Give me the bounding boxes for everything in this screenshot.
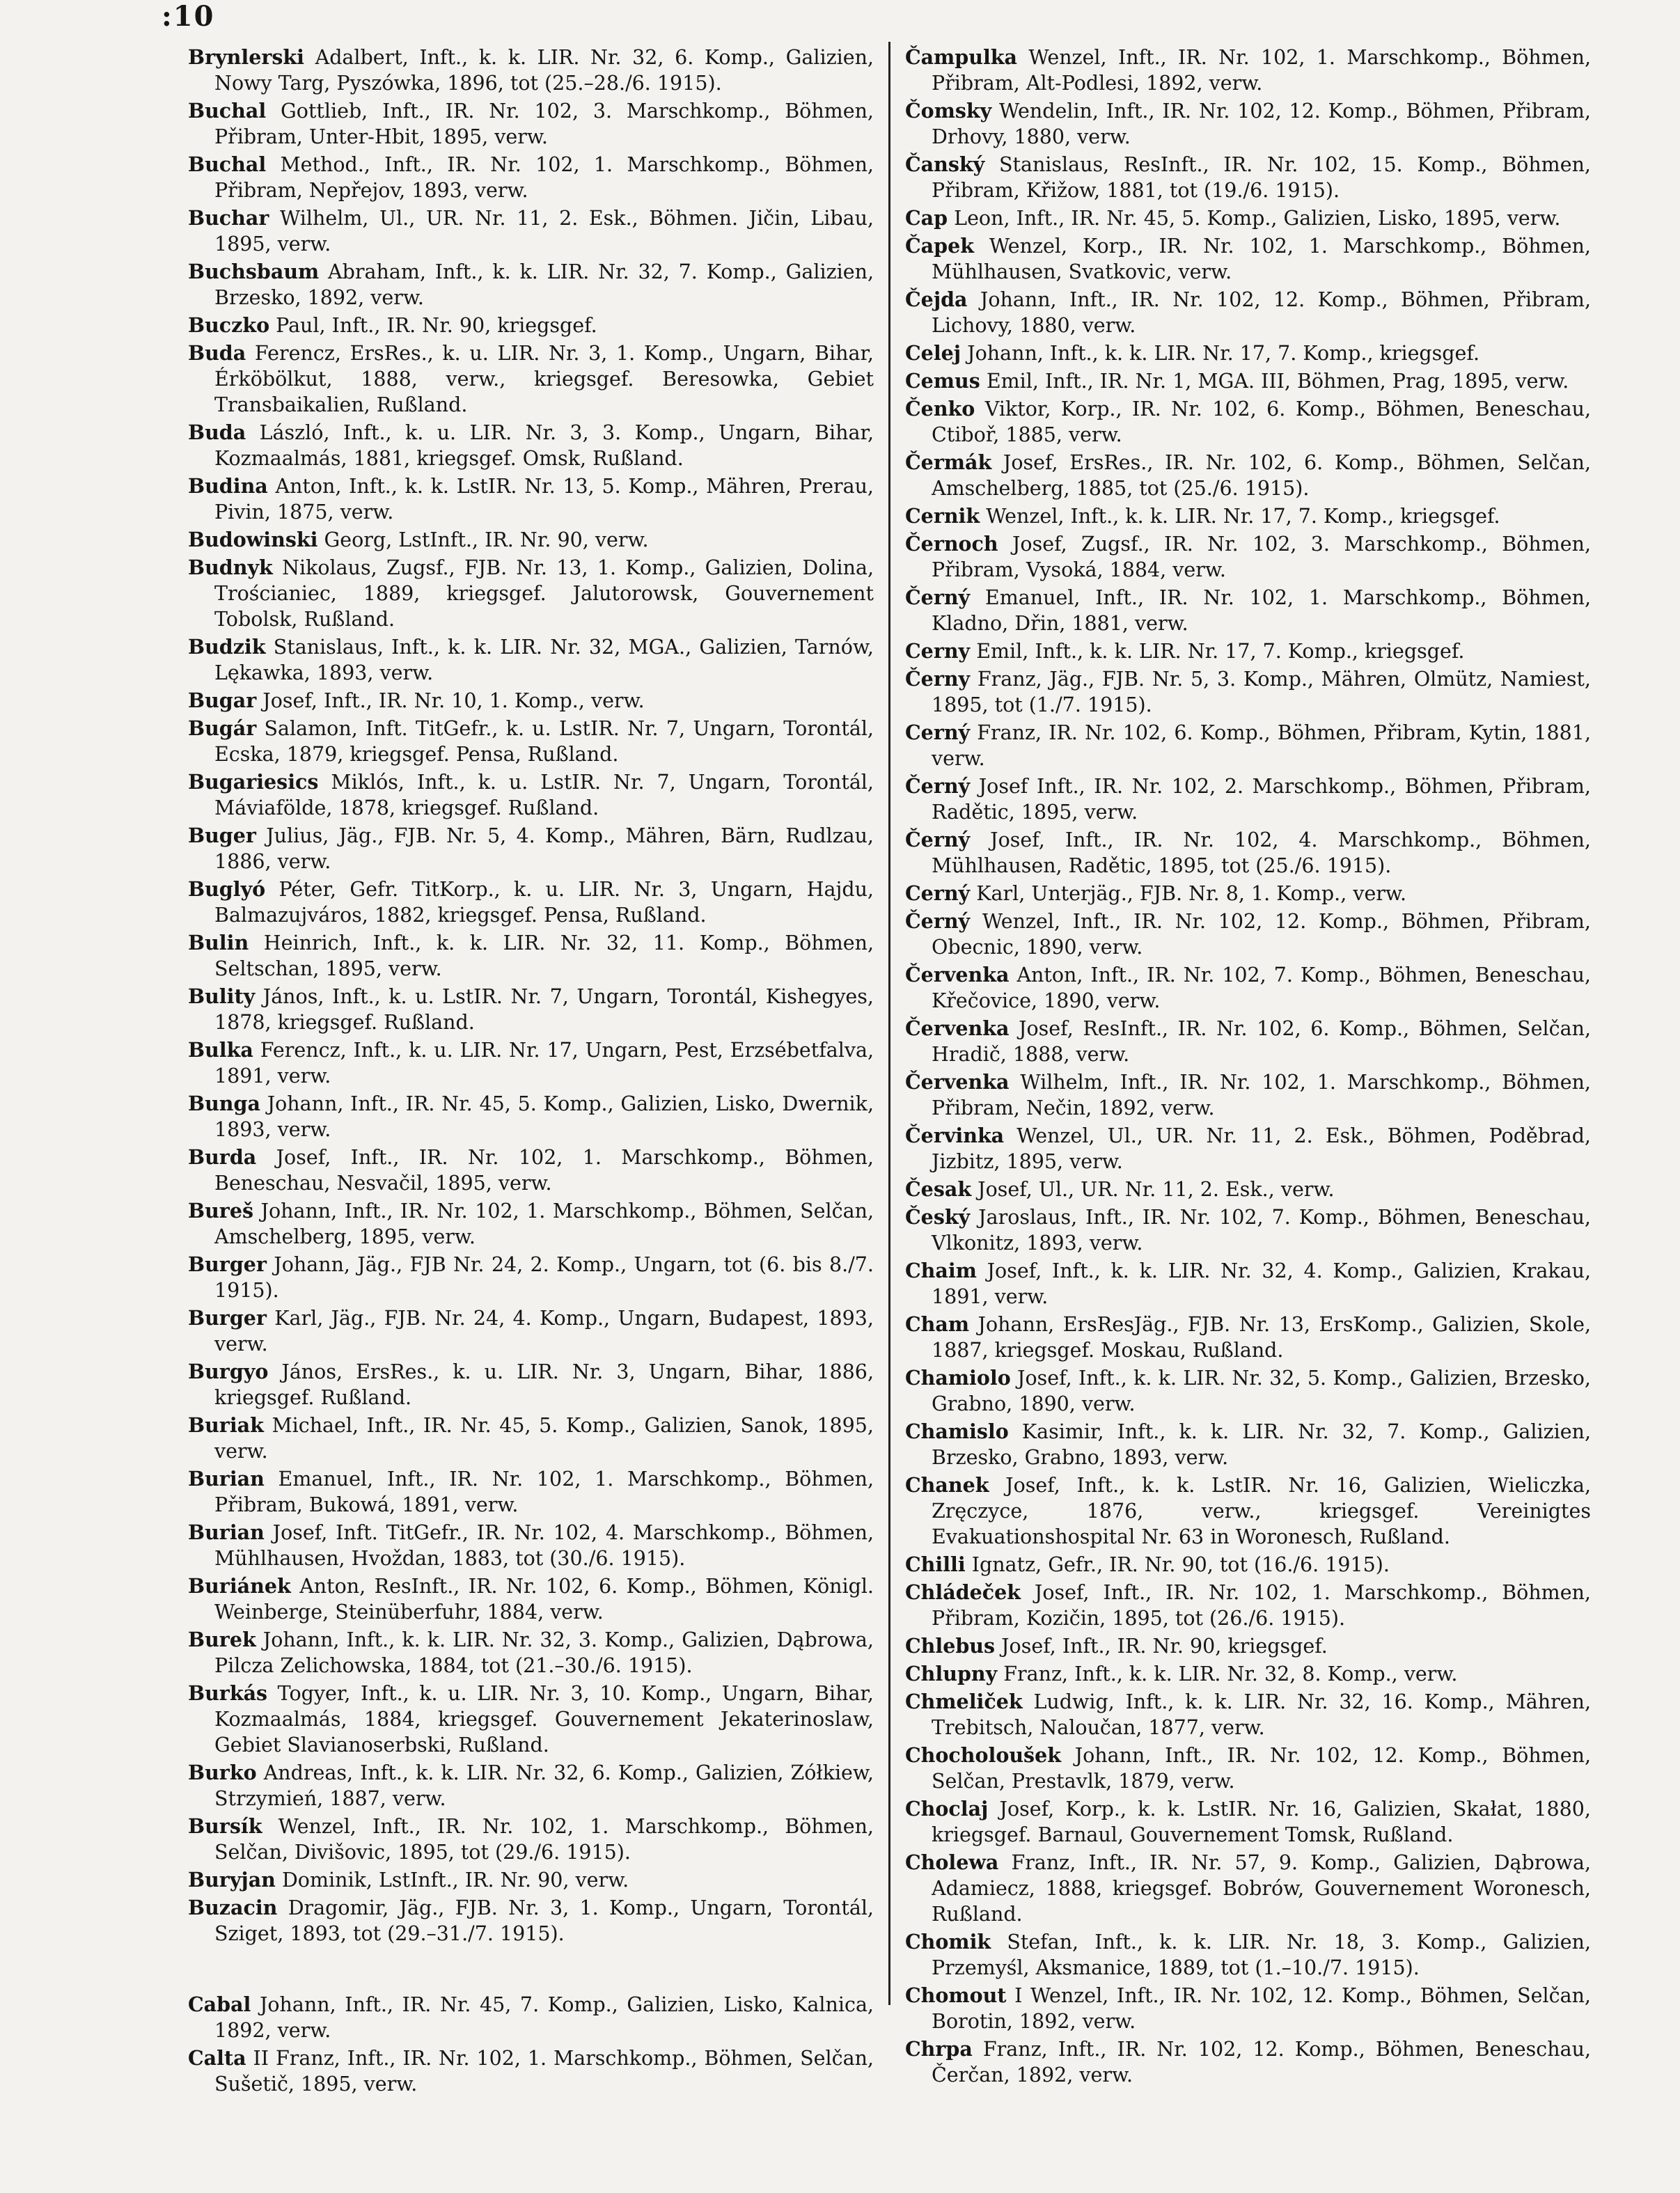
casualty-entry — [188, 555, 874, 632]
casualty-entry — [905, 666, 1591, 718]
casualty-entry — [905, 638, 1591, 664]
entry-details: Paul, Inft., IR. Nr. 90, kriegsgef. — [276, 314, 597, 337]
entry-surname: Cholewa — [905, 1850, 999, 1874]
entry-surname: Cham — [905, 1312, 970, 1336]
casualty-entry — [905, 962, 1591, 1014]
column-divider — [888, 42, 890, 2005]
entry-surname: Celej — [905, 341, 961, 365]
entry-surname: Čermák — [905, 450, 992, 474]
casualty-entry — [905, 1204, 1591, 1256]
entry-details: Dominik, LstInft., IR. Nr. 90, verw. — [281, 1869, 629, 1892]
entry-details: Josef, Inft., IR. Nr. 10, 1. Komp., verw. — [262, 689, 645, 712]
casualty-entry — [905, 98, 1591, 150]
entry-details: Togyer, Inft., k. u. LIR. Nr. 3, 10. Komp., Ungarn, Bihar, Kozmaalmás, 1884, kriegsgef. Gouvernement Jekaterinoslaw, Gebiet Slavianoserbski, Rußland. — [214, 1682, 874, 1756]
entry-details: Michael, Inft., IR. Nr. 45, 5. Komp., Galizien, Sanok, 1895, verw. — [214, 1414, 874, 1463]
casualty-entry — [905, 287, 1591, 338]
entry-surname: Chilli — [905, 1553, 966, 1576]
entry-surname: Buriak — [188, 1413, 264, 1437]
casualty-entry — [905, 1177, 1591, 1202]
entry-details: Ignatz, Gefr., IR. Nr. 90, tot (16./6. 1915). — [971, 1553, 1390, 1576]
entry-surname: Chlebus — [905, 1634, 996, 1658]
entry-surname: Chaim — [905, 1259, 977, 1282]
casualty-entry — [188, 1520, 874, 1571]
entry-surname: Burian — [188, 1467, 265, 1491]
entry-details: Kasimir, Inft., k. k. LIR. Nr. 32, 7. Komp., Galizien, Brzesko, Grabno, 1893, verw. — [932, 1420, 1592, 1469]
entry-details: II Franz, Inft., IR. Nr. 102, 1. Marschkomp., Böhmen, Selčan, Sušetič, 1895, verw. — [214, 2047, 874, 2096]
entry-surname: Chrpa — [905, 2037, 973, 2061]
entry-surname: Burek — [188, 1628, 256, 1651]
entry-surname: Cerny — [905, 639, 971, 663]
entry-details: Viktor, Korp., IR. Nr. 102, 6. Komp., Böhmen, Beneschau, Ctiboř, 1885, verw. — [932, 398, 1592, 446]
entry-surname: Chládeček — [905, 1580, 1021, 1604]
casualty-entry — [905, 1312, 1591, 1363]
entry-surname: Červinka — [905, 1124, 1005, 1147]
entry-surname: Bunga — [188, 1092, 260, 1115]
entry-surname: Bugár — [188, 716, 257, 740]
entry-surname: Černý — [905, 585, 971, 609]
entry-details: Johann, ErsResJäg., FJB. Nr. 13, ErsKomp., Galizien, Skole, 1887, kriegsgef. Moskau, Rußland. — [932, 1313, 1591, 1362]
entry-surname: Buchsbaum — [188, 260, 320, 283]
entry-surname: Čomsky — [905, 99, 992, 123]
casualty-entry — [905, 1552, 1591, 1578]
entry-surname: Černý — [905, 774, 971, 798]
entry-details: Josef Inft., IR. Nr. 102, 2. Marschkomp., Böhmen, Přibram, Radětic, 1895, verw. — [932, 775, 1591, 824]
entry-details: Stanislaus, Inft., k. k. LIR. Nr. 32, MGA., Galizien, Tarnów, Lękawka, 1893, verw. — [214, 636, 874, 684]
section-gap — [188, 1949, 874, 1992]
casualty-entry — [188, 688, 874, 714]
casualty-entry — [905, 450, 1591, 501]
entry-surname: Burgyo — [188, 1360, 269, 1383]
casualty-entry — [188, 98, 874, 150]
entry-details: Anton, Inft., IR. Nr. 102, 7. Komp., Böhmen, Beneschau, Křečovice, 1890, verw. — [932, 964, 1591, 1012]
casualty-entry — [905, 1743, 1591, 1794]
casualty-entry — [188, 45, 874, 96]
casualty-entry — [905, 720, 1591, 771]
page-number: :10 — [162, 0, 215, 33]
entry-details: Emanuel, Inft., IR. Nr. 102, 1. Marschkomp., Böhmen, Kladno, Dřin, 1881, verw. — [932, 586, 1592, 635]
entry-surname: Chamislo — [905, 1420, 1009, 1443]
entry-surname: Cemus — [905, 369, 980, 393]
right-column — [905, 45, 1591, 2090]
entry-surname: Chmeliček — [905, 1690, 1023, 1713]
entry-details: Johann, Inft., IR. Nr. 102, 1. Marschkomp., Böhmen, Selčan, Amschelberg, 1895, verw. — [214, 1200, 874, 1248]
entry-details: Stanislaus, ResInft., IR. Nr. 102, 15. Komp., Böhmen, Přibram, Křižow, 1881, tot (19./6. 1915). — [932, 153, 1591, 202]
casualty-entry — [188, 1573, 874, 1625]
entry-surname: Bugariesics — [188, 770, 319, 794]
entry-surname: Buchal — [188, 152, 267, 176]
casualty-entry — [188, 1198, 874, 1250]
entry-surname: Cerný — [905, 721, 971, 744]
entry-surname: Burda — [188, 1145, 257, 1169]
entry-details: Josef, Korp., k. k. LstIR. Nr. 16, Galizien, Skałat, 1880, kriegsgef. Barnaul, Gouvernement Tomsk, Rußland. — [932, 1798, 1591, 1846]
entry-surname: Chanek — [905, 1473, 989, 1497]
entry-surname: Bulka — [188, 1038, 253, 1062]
entry-surname: Červenka — [905, 963, 1010, 987]
casualty-entry — [905, 1633, 1591, 1659]
entry-details: Johann, Jäg., FJB Nr. 24, 2. Komp., Ungarn, tot (6. bis 8./7. 1915). — [214, 1253, 874, 1302]
casualty-entry — [905, 233, 1591, 285]
entry-surname: Chocholoušek — [905, 1743, 1061, 1767]
casualty-entry — [905, 1796, 1591, 1848]
entry-details: Johann, Inft., k. k. LIR. Nr. 32, 3. Komp., Galizien, Dąbrowa, Pilcza Zelichowska, 1884, tot (21.–30./6. 1915). — [214, 1628, 874, 1677]
casualty-entry — [905, 368, 1591, 394]
entry-details: Wenzel, Inft., IR. Nr. 102, 1. Marschkomp., Böhmen, Selčan, Divišovic, 1895, tot (29./6. 1915). — [214, 1815, 874, 1864]
entry-surname: Cerný — [905, 881, 971, 905]
casualty-entry — [188, 716, 874, 767]
entry-surname: Choclaj — [905, 1797, 989, 1821]
entry-surname: Burger — [188, 1252, 267, 1276]
entry-details: Andreas, Inft., k. k. LIR. Nr. 32, 6. Komp., Galizien, Zółkiew, Strzymień, 1887, verw. — [214, 1761, 874, 1810]
casualty-entry — [905, 1689, 1591, 1740]
left-column — [188, 45, 874, 2099]
entry-details: Jaroslaus, Inft., IR. Nr. 102, 7. Komp., Böhmen, Beneschau, Vlkonitz, 1893, verw. — [932, 1206, 1591, 1255]
entry-surname: Buzacin — [188, 1896, 278, 1919]
entry-details: János, ErsRes., k. u. LIR. Nr. 3, Ungarn, Bihar, 1886, kriegsgef. Rußland. — [214, 1360, 874, 1409]
entry-surname: Buger — [188, 824, 256, 847]
entry-surname: Bursík — [188, 1814, 262, 1838]
entry-surname: Burko — [188, 1761, 257, 1784]
entry-details: Josef, Inft., k. k. LstIR. Nr. 16, Galizien, Wieliczka, Zręczyce, 1876, verw., kriegsgef. Vereinigtes Evakuationshospital Nr. 63 in Woronesch, Rußland. — [932, 1474, 1591, 1548]
entry-details: Wenzel, Korp., IR. Nr. 102, 1. Marschkomp., Böhmen, Mühlhausen, Svatkovic, verw. — [932, 235, 1591, 283]
entry-surname: Brynlerski — [188, 45, 304, 69]
casualty-entry — [905, 1929, 1591, 1981]
entry-details: Emil, Inft., IR. Nr. 1, MGA. III, Böhmen, Prag, 1895, verw. — [986, 370, 1569, 393]
casualty-entry — [905, 1472, 1591, 1550]
entry-surname: Čenko — [905, 397, 975, 420]
casualty-entry — [188, 634, 874, 686]
entry-details: Heinrich, Inft., k. k. LIR. Nr. 32, 11. Komp., Böhmen, Seltschan, 1895, verw. — [214, 932, 874, 980]
entry-details: Josef, Inft., k. k. LIR. Nr. 32, 4. Komp., Galizien, Krakau, 1891, verw. — [932, 1259, 1591, 1308]
casualty-entry — [188, 1814, 874, 1865]
entry-surname: Chomout — [905, 1983, 1007, 2007]
casualty-entry — [188, 1681, 874, 1758]
entry-details: Ludwig, Inft., k. k. LIR. Nr. 32, 16. Komp., Mähren, Trebitsch, Naloučan, 1877, verw. — [932, 1690, 1592, 1739]
entry-surname: Burger — [188, 1306, 267, 1330]
entry-details: Ferencz, ErsRes., k. u. LIR. Nr. 3, 1. Komp., Ungarn, Bihar, Érköbölkut, 1888, verw., kriegsgef. Beresowka, Gebiet Transbaikalien, Rußland. — [214, 342, 874, 416]
casualty-entry — [188, 1760, 874, 1811]
entry-surname: Cabal — [188, 1992, 251, 2016]
entry-details: Franz, Inft., IR. Nr. 102, 12. Komp., Böhmen, Beneschau, Čerčan, 1892, verw. — [932, 2038, 1591, 2086]
entry-surname: Černý — [905, 909, 971, 933]
casualty-entry — [188, 313, 874, 338]
casualty-entry — [905, 773, 1591, 825]
entry-surname: Bulity — [188, 984, 256, 1008]
entry-details: Johann, Inft., k. k. LIR. Nr. 17, 7. Komp., kriegsgef. — [967, 342, 1480, 365]
entry-surname: Burkás — [188, 1681, 268, 1705]
casualty-entry — [905, 340, 1591, 366]
entry-details: Wenzel, Inft., IR. Nr. 102, 12. Komp., Böhmen, Přibram, Obecnic, 1890, verw. — [932, 910, 1591, 959]
casualty-entry — [905, 1123, 1591, 1174]
casualty-entry — [905, 1258, 1591, 1310]
entry-details: Wenzel, Inft., IR. Nr. 102, 1. Marschkomp., Böhmen, Přibram, Alt-Podlesi, 1892, verw. — [932, 46, 1591, 95]
entry-details: Johann, Inft., IR. Nr. 102, 12. Komp., Böhmen, Přibram, Lichovy, 1880, verw. — [932, 288, 1591, 337]
casualty-entry — [905, 1983, 1591, 2034]
entry-details: Georg, LstInft., IR. Nr. 90, verw. — [324, 528, 649, 551]
entry-details: Josef, ResInft., IR. Nr. 102, 6. Komp., Böhmen, Selčan, Hradič, 1888, verw. — [932, 1017, 1591, 1066]
entry-surname: Čanský — [905, 152, 985, 176]
entry-details: Johann, Inft., IR. Nr. 45, 5. Komp., Galizien, Lisko, Dwernik, 1893, verw. — [214, 1092, 874, 1141]
entry-surname: Čampulka — [905, 45, 1017, 69]
entry-details: Wenzel, Ul., UR. Nr. 11, 2. Esk., Böhmen, Poděbrad, Jizbitz, 1895, verw. — [932, 1124, 1591, 1173]
entry-surname: Černy — [905, 667, 971, 691]
casualty-entry — [188, 1466, 874, 1518]
casualty-entry — [905, 396, 1591, 448]
entry-details: Abraham, Inft., k. k. LIR. Nr. 32, 7. Komp., Galizien, Brzesko, 1892, verw. — [214, 260, 874, 309]
entry-surname: Buryjan — [188, 1868, 276, 1892]
casualty-entry — [188, 152, 874, 203]
entry-surname: Buchar — [188, 206, 269, 230]
casualty-entry — [905, 585, 1591, 636]
entry-surname: Budina — [188, 474, 268, 498]
entry-surname: Černoch — [905, 532, 998, 556]
casualty-entry — [905, 152, 1591, 203]
entry-details: Emanuel, Inft., IR. Nr. 102, 1. Marschkomp., Böhmen, Přibram, Bukowá, 1891, verw. — [214, 1468, 874, 1516]
entry-surname: Čejda — [905, 288, 968, 311]
entry-details: Franz, Inft., k. k. LIR. Nr. 32, 8. Komp., verw. — [1003, 1663, 1458, 1685]
entry-surname: Chlupny — [905, 1662, 998, 1685]
casualty-entry — [905, 1069, 1591, 1121]
entry-details: Salamon, Inft. TitGefr., k. u. LstIR. Nr. 7, Ungarn, Torontál, Ecska, 1879, kriegsgef. Pensa, Rußland. — [214, 717, 874, 766]
entry-surname: Budnyk — [188, 556, 273, 579]
entry-details: Method., Inft., IR. Nr. 102, 1. Marschkomp., Böhmen, Přibram, Nepřejov, 1893, verw. — [214, 153, 874, 202]
casualty-entry — [905, 827, 1591, 879]
entry-surname: Červenka — [905, 1070, 1010, 1094]
casualty-entry — [188, 769, 874, 821]
entry-details: Stefan, Inft., k. k. LIR. Nr. 18, 3. Komp., Galizien, Przemyśl, Aksmanice, 1889, tot (1.–10./7. 1915). — [932, 1931, 1592, 1979]
casualty-entry — [188, 1359, 874, 1410]
entry-details: Franz, IR. Nr. 102, 6. Komp., Böhmen, Přibram, Kytin, 1881, verw. — [932, 721, 1592, 770]
entry-surname: Calta — [188, 2046, 246, 2070]
casualty-entry — [188, 1895, 874, 1947]
entry-details: Josef, Inft., IR. Nr. 102, 1. Marschkomp., Böhmen, Beneschau, Nesvačil, 1895, verw. — [214, 1146, 874, 1195]
entry-surname: Chomik — [905, 1930, 991, 1954]
entry-details: Miklós, Inft., k. u. LstIR. Nr. 7, Ungarn, Torontál, Máviafölde, 1878, kriegsgef. Rußland. — [214, 771, 874, 819]
entry-details: Karl, Jäg., FJB. Nr. 24, 4. Komp., Ungarn, Budapest, 1893, verw. — [214, 1307, 874, 1355]
entry-details: Josef, Inft., k. k. LIR. Nr. 32, 5. Komp., Galizien, Brzesko, Grabno, 1890, verw. — [932, 1367, 1591, 1415]
entry-details: Ferencz, Inft., k. u. LIR. Nr. 17, Ungarn, Pest, Erzsébetfalva, 1891, verw. — [214, 1039, 874, 1087]
casualty-entry — [905, 503, 1591, 529]
entry-details: Josef, Inft., IR. Nr. 102, 1. Marschkomp., Böhmen, Přibram, Kozičin, 1895, tot (26./6. 1915). — [932, 1581, 1591, 1630]
casualty-entry — [188, 1037, 874, 1089]
entry-details: Anton, Inft., k. k. LstIR. Nr. 13, 5. Komp., Mähren, Prerau, Pivin, 1875, verw. — [214, 475, 874, 524]
casualty-entry — [188, 1145, 874, 1196]
casualty-entry — [905, 1365, 1591, 1417]
casualty-entry — [188, 1091, 874, 1142]
casualty-entry — [188, 2045, 874, 2097]
entry-details: Karl, Unterjäg., FJB. Nr. 8, 1. Komp., verw. — [976, 882, 1407, 905]
entry-surname: Buriánek — [188, 1574, 291, 1598]
entry-details: Johann, Inft., IR. Nr. 45, 7. Komp., Galizien, Lisko, Kalnica, 1892, verw. — [214, 1993, 874, 2042]
entry-details: Josef, Inft. TitGefr., IR. Nr. 102, 4. Marschkomp., Böhmen, Mühlhausen, Hvoždan, 1883, tot (30./6. 1915). — [214, 1521, 874, 1570]
entry-surname: Bugar — [188, 689, 257, 712]
entry-surname: Buda — [188, 341, 246, 365]
casualty-entry — [188, 527, 874, 553]
entry-details: Josef, Inft., IR. Nr. 102, 4. Marschkomp., Böhmen, Mühlhausen, Radětic, 1895, tot (25./6. 1915). — [932, 828, 1591, 877]
casualty-entry — [188, 930, 874, 982]
casualty-entry — [188, 473, 874, 525]
entry-details: Emil, Inft., k. k. LIR. Nr. 17, 7. Komp., kriegsgef. — [976, 640, 1465, 663]
entry-details: Wenzel, Inft., k. k. LIR. Nr. 17, 7. Komp., kriegsgef. — [986, 505, 1500, 528]
entry-details: Josef, Zugsf., IR. Nr. 102, 3. Marschkomp., Böhmen, Přibram, Vysoká, 1884, verw. — [932, 533, 1592, 581]
entry-surname: Chamiolo — [905, 1366, 1011, 1390]
casualty-entry — [188, 1413, 874, 1464]
casualty-entry — [188, 1627, 874, 1679]
entry-details: Johann, Inft., IR. Nr. 102, 12. Komp., Böhmen, Selčan, Prestavlk, 1879, verw. — [932, 1744, 1591, 1793]
entry-details: Josef, ErsRes., IR. Nr. 102, 6. Komp., Böhmen, Selčan, Amschelberg, 1885, tot (25./6. 1915). — [932, 451, 1592, 500]
entry-surname: Buczko — [188, 313, 270, 337]
casualty-entry — [188, 1867, 874, 1893]
casualty-entry — [905, 1016, 1591, 1067]
entry-details: Dragomir, Jäg., FJB. Nr. 3, 1. Komp., Ungarn, Torontál, Sziget, 1893, tot (29.–31./7. 1915). — [214, 1896, 874, 1945]
entry-surname: Buchal — [188, 99, 267, 123]
casualty-entry — [188, 1252, 874, 1303]
entry-surname: Budzik — [188, 635, 266, 659]
casualty-entry — [905, 2036, 1591, 2088]
entry-surname: Cap — [905, 206, 948, 230]
casualty-entry — [905, 45, 1591, 96]
entry-surname: Cernik — [905, 504, 980, 528]
entry-surname: Český — [905, 1205, 971, 1229]
entry-surname: Červenka — [905, 1016, 1010, 1040]
entry-details: Anton, ResInft., IR. Nr. 102, 6. Komp., Böhmen, Königl. Weinberge, Steinüberfuhr, 1884, verw. — [214, 1575, 874, 1624]
entry-details: János, Inft., k. u. LstIR. Nr. 7, Ungarn, Torontál, Kishegyes, 1878, kriegsgef. Rußland. — [214, 985, 874, 1034]
entry-details: Wendelin, Inft., IR. Nr. 102, 12. Komp., Böhmen, Přibram, Drhovy, 1880, verw. — [932, 100, 1591, 148]
casualty-entry — [188, 1992, 874, 2043]
entry-details: Julius, Jäg., FJB. Nr. 5, 4. Komp., Mähren, Bärn, Rudlzau, 1886, verw. — [214, 824, 874, 873]
casualty-entry — [188, 259, 874, 311]
casualty-entry — [188, 340, 874, 418]
entry-details: László, Inft., k. u. LIR. Nr. 3, 3. Komp., Ungarn, Bihar, Kozmaalmás, 1881, kriegsgef. Omsk, Rußland. — [214, 421, 874, 470]
casualty-entry — [905, 1850, 1591, 1927]
entry-surname: Buda — [188, 420, 246, 444]
casualty-entry — [905, 1419, 1591, 1470]
casualty-entry — [188, 420, 874, 471]
entry-details: I Wenzel, Inft., IR. Nr. 102, 12. Komp., Böhmen, Selčan, Borotin, 1892, verw. — [932, 1984, 1591, 2033]
casualty-entry — [905, 531, 1591, 583]
casualty-entry — [905, 881, 1591, 906]
casualty-entry — [905, 1661, 1591, 1687]
entry-details: Nikolaus, Zugsf., FJB. Nr. 13, 1. Komp., Galizien, Dolina, Trościaniec, 1889, kriegsgef. Jalutorowsk, Gouvernement Tobolsk, Rußland. — [214, 556, 874, 631]
entry-surname: Bureš — [188, 1199, 254, 1223]
entry-details: Wilhelm, Inft., IR. Nr. 102, 1. Marschkomp., Böhmen, Přibram, Nečin, 1892, verw. — [932, 1071, 1591, 1119]
casualty-entry — [188, 877, 874, 928]
casualty-entry — [188, 205, 874, 257]
entry-details: Gottlieb, Inft., IR. Nr. 102, 3. Marschkomp., Böhmen, Přibram, Unter-Hbit, 1895, verw. — [214, 100, 874, 148]
entry-details: Josef, Ul., UR. Nr. 11, 2. Esk., verw. — [978, 1178, 1335, 1201]
entry-details: Leon, Inft., IR. Nr. 45, 5. Komp., Galizien, Lisko, 1895, verw. — [954, 207, 1561, 230]
entry-surname: Česak — [905, 1177, 972, 1201]
entry-details: Adalbert, Inft., k. k. LIR. Nr. 32, 6. Komp., Galizien, Nowy Targ, Pyszówka, 1896, tot (25.–28./6. 1915). — [214, 46, 874, 95]
entry-surname: Buglyó — [188, 877, 266, 901]
casualty-entry — [905, 909, 1591, 960]
entry-details: Josef, Inft., IR. Nr. 90, kriegsgef. — [1001, 1635, 1328, 1658]
entry-surname: Burian — [188, 1520, 265, 1544]
entry-surname: Bulin — [188, 931, 249, 954]
casualty-entry — [188, 984, 874, 1035]
entry-details: Péter, Gefr. TitKorp., k. u. LIR. Nr. 3, Ungarn, Hajdu, Balmazujváros, 1882, kriegsgef. Pensa, Rußland. — [214, 878, 874, 927]
entry-surname: Budowinski — [188, 528, 318, 551]
entry-surname: Čapek — [905, 234, 974, 258]
casualty-entry — [188, 823, 874, 874]
casualty-entry — [905, 1580, 1591, 1631]
casualty-entry — [188, 1305, 874, 1357]
casualty-entry — [905, 205, 1591, 231]
entry-details: Franz, Inft., IR. Nr. 57, 9. Komp., Galizien, Dąbrowa, Adamiecz, 1888, kriegsgef. Bobrów, Gouvernement Woronesch, Rußland. — [932, 1851, 1592, 1926]
entry-surname: Černý — [905, 828, 971, 851]
entry-details: Wilhelm, Ul., UR. Nr. 11, 2. Esk., Böhmen. Jičin, Libau, 1895, verw. — [214, 207, 874, 256]
entry-details: Franz, Jäg., FJB. Nr. 5, 3. Komp., Mähren, Olmütz, Namiest, 1895, tot (1./7. 1915). — [932, 668, 1591, 716]
